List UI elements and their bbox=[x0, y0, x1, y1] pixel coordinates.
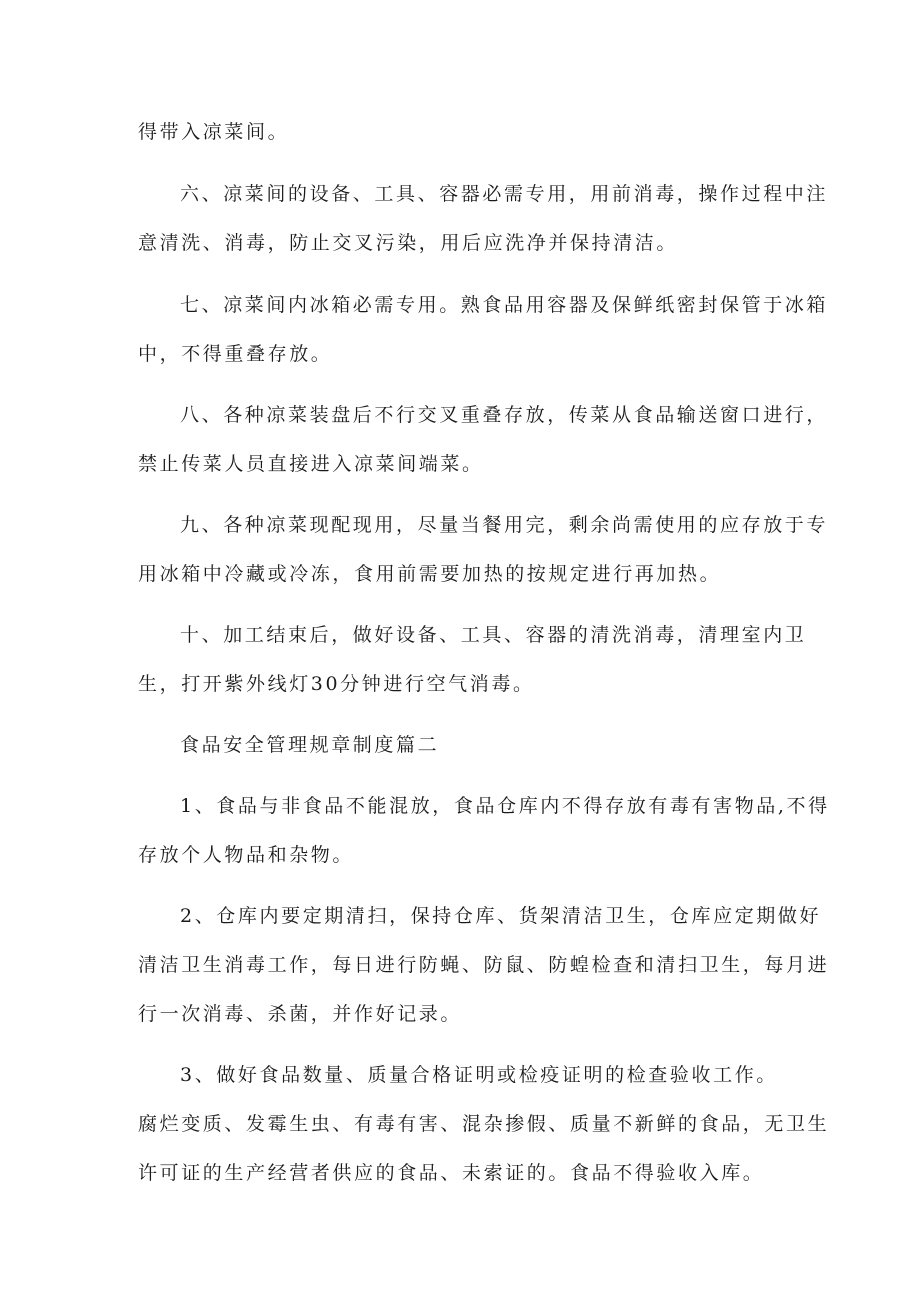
rule-9-line-1: 九、各种凉菜现配现用，尽量当餐用完，剩余尚需使用的应存放于专 bbox=[180, 514, 829, 536]
rule-8-line-2: 禁止传菜人员直接进入凉菜间端菜。 bbox=[138, 453, 484, 475]
rule-6-line-1: 六、凉菜间的设备、工具、容器必需专用，用前消毒，操作过程中注 bbox=[180, 183, 829, 205]
item-1-line-2: 存放个人物品和杂物。 bbox=[138, 844, 355, 866]
rule-10-line-2: 生，打开紫外线灯30分钟进行空气消毒。 bbox=[138, 673, 535, 695]
item-2-line-2: 清洁卫生消毒工作，每日进行防蝇、防鼠、防蝗检查和清扫卫生，每月进 bbox=[138, 954, 830, 976]
paragraph-continuation-line: 得带入凉菜间。 bbox=[138, 121, 290, 143]
rule-6-line-2: 意清洗、消毒，防止交叉污染，用后应洗净并保持清洁。 bbox=[138, 232, 679, 254]
item-2-line-3: 行一次消毒、杀菌，并作好记录。 bbox=[138, 1003, 463, 1025]
section-heading: 食品安全管理规章制度篇二 bbox=[180, 734, 440, 756]
rule-7-line-1: 七、凉菜间内冰箱必需专用。熟食品用容器及保鲜纸密封保管于冰箱 bbox=[180, 294, 829, 316]
rule-8-line-1: 八、各种凉菜装盘后不行交叉重叠存放，传菜从食品输送窗口进行， bbox=[180, 404, 829, 426]
item-1-line-1: 1、食品与非食品不能混放，食品仓库内不得存放有毒有害物品,不得 bbox=[180, 795, 830, 817]
item-3-line-3: 许可证的生产经营者供应的食品、未索证的。食品不得验收入库。 bbox=[138, 1162, 765, 1184]
rule-9-line-2: 用冰箱中冷藏或冷冻，食用前需要加热的按规定进行再加热。 bbox=[138, 563, 722, 585]
item-3-line-2: 腐烂变质、发霉生虫、有毒有害、混杂掺假、质量不新鲜的食品，无卫生 bbox=[138, 1113, 830, 1135]
item-2-line-1: 2、仓库内要定期清扫，保持仓库、货架清洁卫生，仓库应定期做好 bbox=[180, 905, 822, 927]
rule-10-line-1: 十、加工结束后，做好设备、工具、容器的清洗消毒，清理室内卫 bbox=[180, 624, 807, 646]
item-3-line-1: 3、做好食品数量、质量合格证明或检疫证明的检查验收工作。 bbox=[180, 1064, 778, 1086]
rule-7-line-2: 中，不得重叠存放。 bbox=[138, 343, 333, 365]
